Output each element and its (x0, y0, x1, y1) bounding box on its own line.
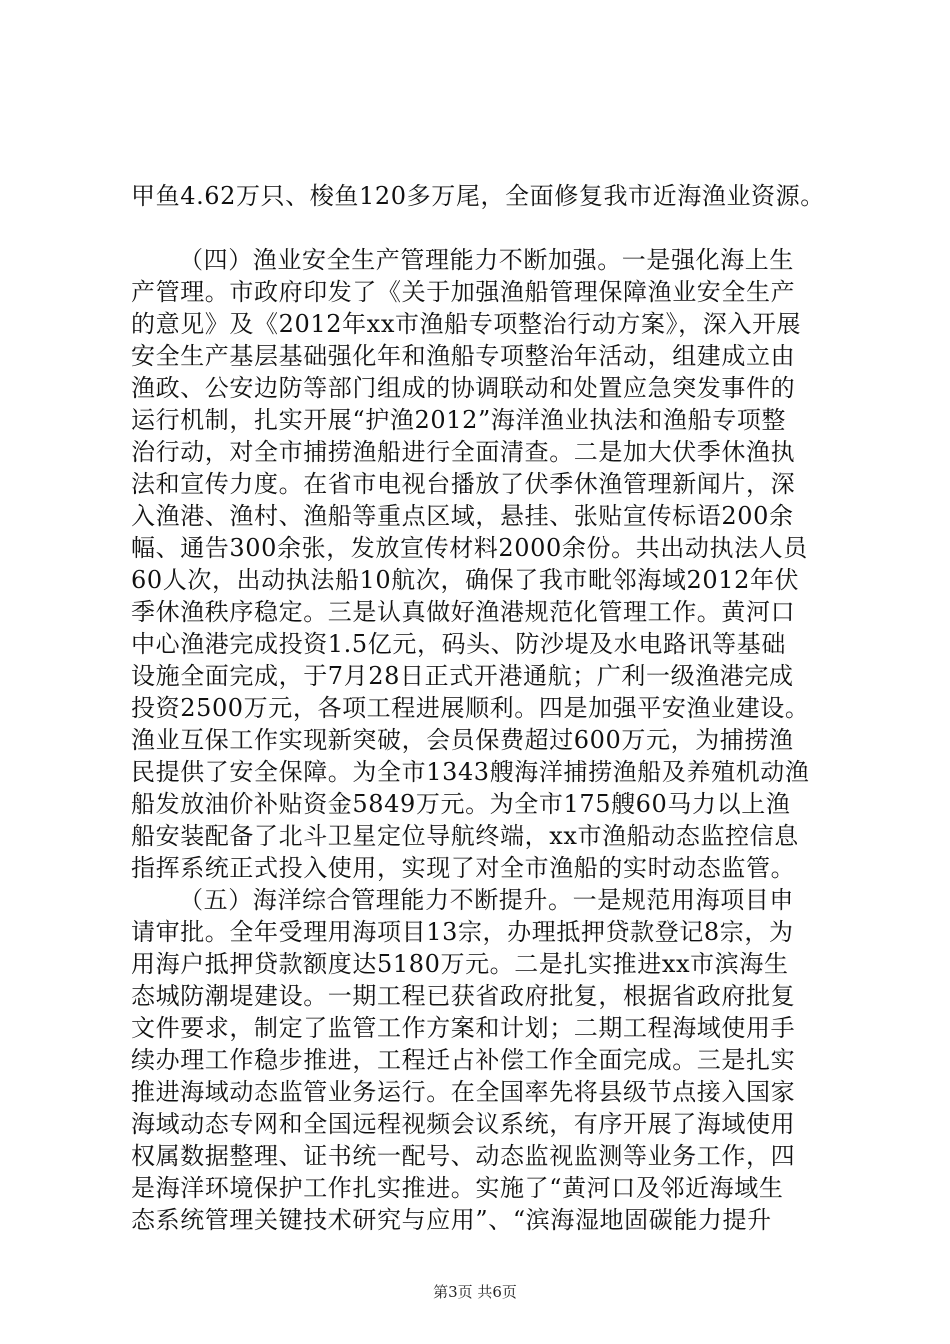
text-line: 的意见》及《2012年xx市渔船专项整治行动方案》，深入开展 (131, 310, 802, 338)
paragraph-continuation (131, 180, 831, 212)
text-line: 运行机制，扎实开展“护渔2012”海洋渔业执法和渔船专项整 (131, 406, 787, 434)
text-line: 甲鱼4.62万只、梭鱼120多万尾，全面修复我市近海渔业资源。 (131, 182, 825, 210)
text-line: 渔业互保工作实现新突破，会员保费超过600万元，为捕捞渔 (131, 726, 794, 754)
text-line: 民提供了安全保障。为全市1343艘海洋捕捞渔船及养殖机动渔 (131, 758, 810, 786)
text-line: 安全生产基层基础强化年和渔船专项整治年活动，组建成立由 (131, 342, 796, 370)
text-line: 文件要求，制定了监管工作方案和计划；二期工程海域使用手 (131, 1014, 796, 1042)
page-number: 第3页 共6页 (433, 1283, 517, 1301)
text-line: 渔政、公安边防等部门组成的协调联动和处置应急突发事件的 (131, 374, 796, 402)
paragraph-section-five (131, 884, 831, 1236)
text-line: 船安装配备了北斗卫星定位导航终端，xx市渔船动态监控信息 (131, 822, 799, 850)
text-line: 投资2500万元，各项工程进展顺利。四是加强平安渔业建设。 (131, 694, 810, 722)
text-line: 幅、通告300余张，发放宣传材料2000余份。共出动执法人员 (131, 534, 808, 562)
text-line: 续办理工作稳步推进，工程迁占补偿工作全面完成。三是扎实 (131, 1046, 796, 1074)
text-line: 产管理。市政府印发了《关于加强渔船管理保障渔业安全生产 (131, 278, 796, 306)
text-line: 请审批。全年受理用海项目13宗，办理抵押贷款登记8宗，为 (131, 918, 794, 946)
text-line: （四）渔业安全生产管理能力不断加强。一是强化海上生 (179, 246, 794, 274)
text-line: 60人次，出动执法船10航次，确保了我市毗邻海域2012年伏 (131, 566, 800, 594)
text-line: 态系统管理关键技术研究与应用”、“滨海湿地固碳能力提升 (131, 1206, 772, 1234)
text-line: 设施全面完成，于7月28日正式开港通航；广利一级渔港完成 (131, 662, 794, 690)
text-line: （五）海洋综合管理能力不断提升。一是规范用海项目申 (179, 886, 794, 914)
text-line: 权属数据整理、证书统一配号、动态监视监测等业务工作，四 (131, 1142, 796, 1170)
text-line: 态城防潮堤建设。一期工程已获省政府批复，根据省政府批复 (131, 982, 796, 1010)
text-line: 季休渔秩序稳定。三是认真做好渔港规范化管理工作。黄河口 (131, 598, 796, 626)
text-line: 法和宣传力度。在省市电视台播放了伏季休渔管理新闻片，深 (131, 470, 796, 498)
text-line: 海域动态专网和全国远程视频会议系统，有序开展了海域使用 (131, 1110, 796, 1138)
text-line: 推进海域动态监管业务运行。在全国率先将县级节点接入国家 (131, 1078, 796, 1106)
text-line: 用海户抵押贷款额度达5180万元。二是扎实推进xx市滨海生 (131, 950, 789, 978)
text-line: 指挥系统正式投入使用，实现了对全市渔船的实时动态监管。 (131, 854, 796, 882)
page-footer (0, 1282, 950, 1302)
text-line: 是海洋环境保护工作扎实推进。实施了“黄河口及邻近海域生 (131, 1174, 784, 1202)
text-line: 入渔港、渔村、渔船等重点区域，悬挂、张贴宣传标语200余 (131, 502, 794, 530)
text-line: 治行动，对全市捕捞渔船进行全面清查。二是加大伏季休渔执 (131, 438, 796, 466)
text-line: 中心渔港完成投资1.5亿元，码头、防沙堤及水电路讯等基础 (131, 630, 786, 658)
text-line: 船发放油价补贴资金5849万元。为全市175艘60马力以上渔 (131, 790, 791, 818)
paragraph-section-four (131, 244, 831, 884)
